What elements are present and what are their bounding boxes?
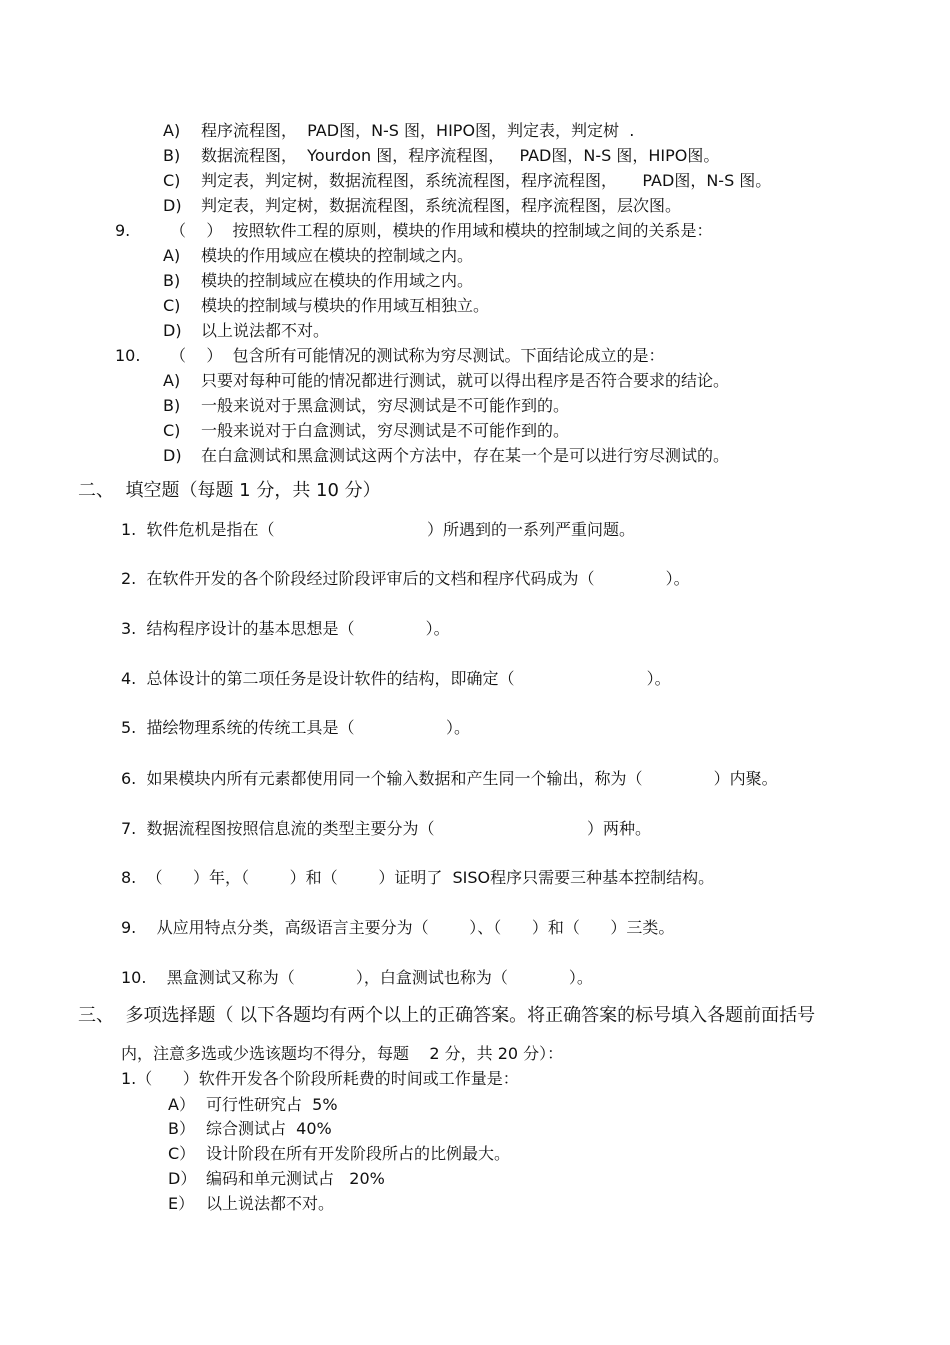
mc-q1-option-c-key: C） <box>168 1144 196 1163</box>
q9-number: 9. <box>115 221 131 240</box>
q9-stem: （ ） 按照软件工程的原则，模块的作用域和模块的控制域之间的关系是： <box>170 221 713 240</box>
q9-option-a-text: 模块的作用域应在模块的控制域之内。 <box>201 246 474 265</box>
q10-number: 10. <box>115 346 141 365</box>
q8-option-b-key: B) <box>163 146 181 165</box>
q9-option-a-key: A) <box>163 246 181 265</box>
q10-option-c-text: 一般来说对于白盒测试，穷尽测试是不可能作到的。 <box>201 421 570 440</box>
mc-q1-option-b-text: 综合测试占 40% <box>206 1119 332 1138</box>
section-3-title: 三、 多项选择题（ 以下各题均有两个以上的正确答案。将正确答案的标号填入各题前面括号 <box>78 1005 816 1026</box>
q10-option-a-key: A) <box>163 371 181 390</box>
q8-option-a-text: 程序流程图， PAD图，N-S 图，HIPO图，判定表，判定树 . <box>201 121 635 140</box>
q9-option-d-key: D) <box>163 321 182 340</box>
mc-q1-option-d-key: D） <box>168 1169 197 1188</box>
q8-option-d-key: D) <box>163 196 182 215</box>
q10-option-d-key: D) <box>163 446 182 465</box>
q9-option-b-key: B) <box>163 271 181 290</box>
q8-option-d-text: 判定表，判定树，数据流程图，系统流程图，程序流程图，层次图。 <box>201 196 682 215</box>
mc-q1-option-e-text: 以上说法都不对。 <box>206 1194 335 1213</box>
fill-item-8: 8. （ ）年，（ ）和（ ）证明了 SISO程序只需要三种基本控制结构。 <box>121 868 715 887</box>
mc-q1-option-d-text: 编码和单元测试占 20% <box>206 1169 385 1188</box>
mc-q1-stem: 1.（ ）软件开发各个阶段所耗费的时间或工作量是： <box>121 1069 519 1088</box>
fill-item-4: 4. 总体设计的第二项任务是设计软件的结构，即确定（ ）。 <box>121 669 671 688</box>
q9-option-b-text: 模块的控制域应在模块的作用域之内。 <box>201 271 474 290</box>
fill-item-7: 7. 数据流程图按照信息流的类型主要分为（ ）两种。 <box>121 819 652 838</box>
fill-item-3: 3. 结构程序设计的基本思想是（ ）。 <box>121 619 450 638</box>
fill-item-9: 9. 从应用特点分类，高级语言主要分为（ ）、（ ）和（ ）三类。 <box>121 918 675 937</box>
mc-q1-option-a-key: A） <box>168 1095 195 1114</box>
section-2-title: 二、 填空题（每题 1 分，共 10 分） <box>78 480 381 501</box>
q8-option-b-text: 数据流程图， Yourdon 图，程序流程图， PAD图，N-S 图，HIPO图。 <box>201 146 720 165</box>
q8-option-c-text: 判定表，判定树，数据流程图，系统流程图，程序流程图， PAD图，N-S 图。 <box>201 171 772 190</box>
mc-q1-option-c-text: 设计阶段在所有开发阶段所占的比例最大。 <box>206 1144 511 1163</box>
q10-stem: （ ） 包含所有可能情况的测试称为穷尽测试。下面结论成立的是： <box>170 346 665 365</box>
q10-option-c-key: C) <box>163 421 181 440</box>
section-3-title-continued: 内，注意多选或少选该题均不得分，每题 2 分，共 20 分）： <box>121 1044 564 1063</box>
mc-q1-option-a-text: 可行性研究占 5% <box>206 1095 338 1114</box>
q9-option-c-text: 模块的控制域与模块的作用域互相独立。 <box>201 296 490 315</box>
mc-q1-option-e-key: E） <box>168 1194 195 1213</box>
q10-option-a-text: 只要对每种可能的情况都进行测试，就可以得出程序是否符合要求的结论。 <box>201 371 730 390</box>
q10-option-b-key: B) <box>163 396 181 415</box>
fill-item-5: 5. 描绘物理系统的传统工具是（ ）。 <box>121 718 470 737</box>
fill-item-2: 2. 在软件开发的各个阶段经过阶段评审后的文档和程序代码成为（ ）。 <box>121 569 690 588</box>
q8-option-a-key: A) <box>163 121 181 140</box>
q9-option-d-text: 以上说法都不对。 <box>201 321 330 340</box>
fill-item-10: 10. 黑盒测试又称为（ ），白盒测试也称为（ ）。 <box>121 968 593 987</box>
fill-item-1: 1. 软件危机是指在（ ）所遇到的一系列严重问题。 <box>121 520 636 539</box>
q10-option-b-text: 一般来说对于黑盒测试，穷尽测试是不可能作到的。 <box>201 396 570 415</box>
q9-option-c-key: C) <box>163 296 181 315</box>
q10-option-d-text: 在白盒测试和黑盒测试这两个方法中，存在某一个是可以进行穷尽测试的。 <box>201 446 730 465</box>
q8-option-c-key: C) <box>163 171 181 190</box>
fill-item-6: 6. 如果模块内所有元素都使用同一个输入数据和产生同一个输出，称为（ ）内聚。 <box>121 769 778 788</box>
mc-q1-option-b-key: B） <box>168 1119 195 1138</box>
